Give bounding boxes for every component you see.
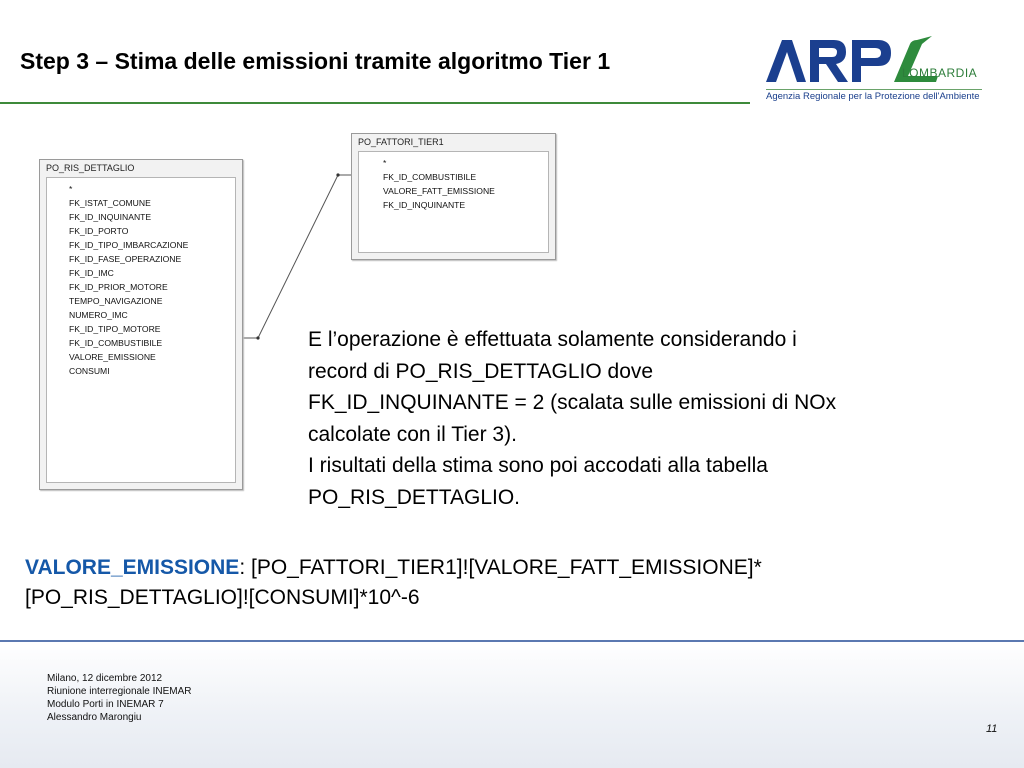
formula-line-1 xyxy=(25,553,1005,583)
logo-subtitle: Agenzia Regionale per la Protezione dell'Ambiente xyxy=(766,89,982,105)
footer-info xyxy=(47,672,192,724)
slide-title: Step 3 – Stima delle emissioni tramite algoritmo Tier 1 xyxy=(20,48,611,74)
description-text xyxy=(308,324,988,513)
field-item[interactable]: FK_ID_INQUINANTE xyxy=(69,212,152,222)
footer-line: Milano, 12 dicembre 2012 xyxy=(47,673,163,684)
footer-line: Modulo Porti in INEMAR 7 xyxy=(47,699,164,710)
formula-line-2: [PO_RIS_DETTAGLIO]![CONSUMI]*10^-6 xyxy=(25,586,420,609)
field-item[interactable]: FK_ID_COMBUSTIBILE xyxy=(69,338,163,348)
field-list xyxy=(46,177,236,483)
description-line: PO_RIS_DETTAGLIO. xyxy=(308,485,520,509)
field-item[interactable]: VALORE_FATT_EMISSIONE xyxy=(383,186,495,196)
table-po-fattori-tier1[interactable] xyxy=(351,133,556,260)
field-item[interactable]: VALORE_EMISSIONE xyxy=(69,352,156,362)
relationship-line xyxy=(241,175,351,338)
field-item[interactable]: CONSUMI xyxy=(69,366,110,376)
footer-line: Riunione interregionale INEMAR xyxy=(47,686,192,697)
logo-region: LOMBARDIA xyxy=(902,66,978,80)
description-line: E l’operazione è effettuata solamente considerando i xyxy=(308,328,797,351)
field-item[interactable]: * xyxy=(69,184,73,194)
field-item[interactable]: FK_ID_IMC xyxy=(69,268,114,278)
footer-line: Alessandro Marongiu xyxy=(47,712,142,723)
arpa-logo-mark xyxy=(762,30,984,90)
field-list xyxy=(358,151,549,253)
footer-divider xyxy=(0,640,1024,642)
description-line: calcolate con il Tier 3). xyxy=(308,422,517,446)
page-number: 11 xyxy=(986,723,998,735)
field-item[interactable]: FK_ISTAT_COMUNE xyxy=(69,198,151,208)
field-item[interactable]: TEMPO_NAVIGAZIONE xyxy=(69,296,163,306)
description-line: record di PO_RIS_DETTAGLIO dove xyxy=(308,359,654,383)
field-item[interactable]: FK_ID_TIPO_MOTORE xyxy=(69,324,161,334)
formula-keyword: VALORE_EMISSIONE xyxy=(25,556,240,579)
field-item[interactable]: FK_ID_PRIOR_MOTORE xyxy=(69,282,168,292)
field-item[interactable]: NUMERO_IMC xyxy=(69,310,128,320)
title-divider xyxy=(0,102,750,104)
description-line: I risultati della stima sono poi accodati alla tabella xyxy=(308,454,768,477)
arpa-logo xyxy=(762,30,984,108)
field-item[interactable]: FK_ID_INQUINANTE xyxy=(383,200,466,210)
table-po-ris-dettaglio[interactable] xyxy=(39,159,243,490)
description-line: FK_ID_INQUINANTE = 2 (scalata sulle emissioni di NOx xyxy=(308,391,837,414)
field-item[interactable]: FK_ID_TIPO_IMBARCAZIONE xyxy=(69,240,189,250)
table-name: PO_FATTORI_TIER1 xyxy=(358,137,444,147)
field-item[interactable]: FK_ID_PORTO xyxy=(69,226,129,236)
formula xyxy=(25,553,1005,613)
table-name: PO_RIS_DETTAGLIO xyxy=(46,163,135,173)
field-item[interactable]: * xyxy=(383,158,387,168)
field-item[interactable]: FK_ID_FASE_OPERAZIONE xyxy=(69,254,182,264)
field-item[interactable]: FK_ID_COMBUSTIBILE xyxy=(383,172,477,182)
formula-expression: : [PO_FATTORI_TIER1]![VALORE_FATT_EMISSIONE]* xyxy=(239,556,762,579)
